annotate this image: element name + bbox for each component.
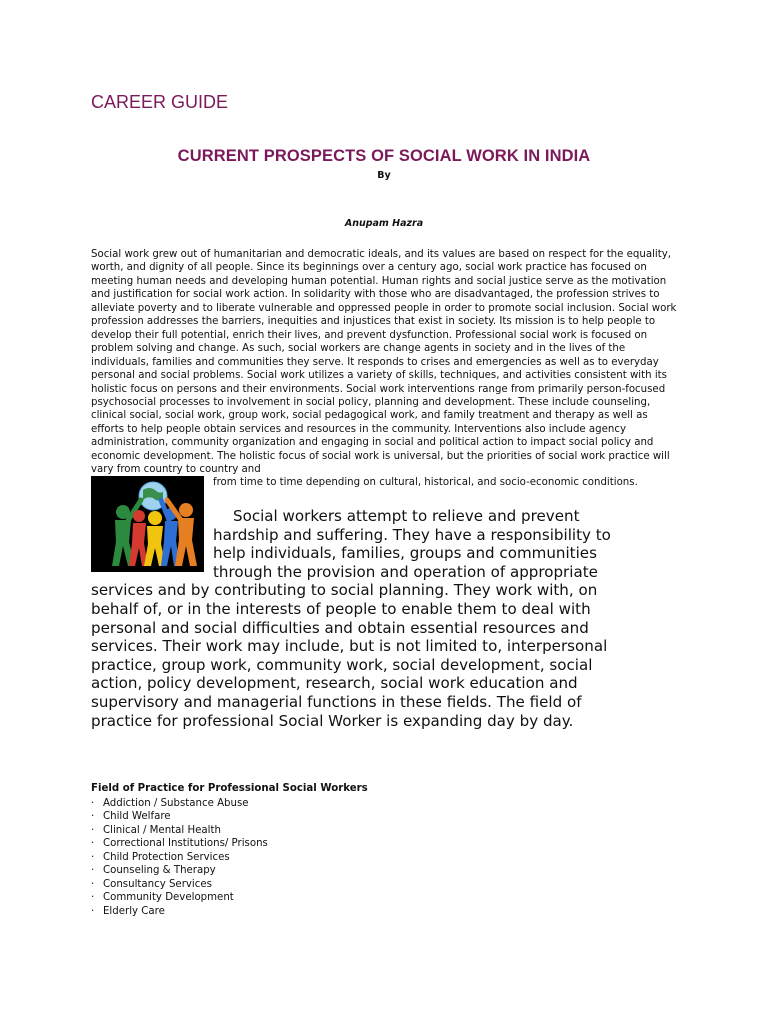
list-item-label: Elderly Care xyxy=(103,905,165,917)
bullet: · xyxy=(91,851,95,863)
highlight-line: hardship and suffering. They have a responsibility to xyxy=(213,525,611,544)
list-item xyxy=(91,864,268,877)
list-item xyxy=(91,905,268,918)
bullet: · xyxy=(91,798,95,809)
list-item-label: Community Development xyxy=(103,892,234,904)
highlight-line: practice for professional Social Worker is expanding day by day. xyxy=(91,711,574,730)
bullet: · xyxy=(91,838,95,850)
list-item-label: Correctional Institutions/ Prisons xyxy=(103,838,268,850)
highlight-line: through the provision and operation of appropriate xyxy=(213,562,598,581)
list-item-label: Child Welfare xyxy=(103,811,171,823)
highlight-line: services and by contributing to social planning. They work with, on xyxy=(91,581,598,600)
author-name: Anupam Hazra xyxy=(344,218,424,229)
field-of-practice-heading: Field of Practice for Professional Social Workers xyxy=(91,783,368,794)
highlight-line: personal and social difficulties and obtain essential resources and xyxy=(91,618,589,637)
bullet: · xyxy=(91,865,95,877)
highlight-line: supervisory and managerial functions in these fields. The field of xyxy=(91,692,582,711)
highlight-line: practice, group work, community work, social development, social xyxy=(91,655,593,674)
list-item-label: Consultancy Services xyxy=(103,878,212,890)
list-item xyxy=(91,851,268,864)
bullet: · xyxy=(91,824,95,836)
bullet: · xyxy=(91,878,95,890)
list-item-label: Clinical / Mental Health xyxy=(103,824,221,836)
list-item xyxy=(91,891,268,904)
list-item-label: Child Protection Services xyxy=(103,851,230,863)
field-of-practice-list xyxy=(91,797,268,918)
list-item xyxy=(91,810,268,823)
list-item xyxy=(91,824,268,837)
section-label: CAREER GUIDE xyxy=(91,92,229,112)
highlight-line: action, policy development, research, social work education and xyxy=(91,674,578,693)
intro-paragraph-tail: from time to time depending on cultural, historical, and socio-economic conditions. xyxy=(213,477,638,488)
intro-paragraph: Social work grew out of humanitarian and democratic ideals, and its values are based on respect for the equality, worth, and dignity of all people. Since its beginnings over a century ago, social work practice has focused on meeting human needs and developing human potential. Human rights and social justice serve as the motivation and justification for social work action. In solidarity with those who are disadvantaged, the profession strives to alleviate poverty and to liberate vulnerable and oppressed people in order to promote social inclusion. Social work profession addresses the barriers, inequities and injustices that exist in society. Its mission is to help people to develop their full potential, enrich their lives, and prevent dysfunction. Professional social work is focused on problem solving and change. As such, social workers are change agents in society and in the lives of the individuals, families and communities they serve. It responds to crises and emergencies as well as to everyday personal and social problems. Social work utilizes a variety of skills, techniques, and activities consistent with its holistic focus on persons and their environments. Social work interventions range from primarily person-focused psychosocial processes to involvement in social policy, planning and development. These include counseling, clinical social, social work, group work, social pedagogical work, and family treatment and therapy as well as efforts to help people obtain services and resources in the community. Interventions also include agency administration, community organization and engaging in social and political action to impact social policy and economic development. The holistic focus of social work is universal, but the priorities of social work practice will vary from country to country and xyxy=(91,249,677,476)
bullet: · xyxy=(91,905,95,917)
list-item-label: Addiction / Substance Abuse xyxy=(103,798,249,809)
highlight-paragraph xyxy=(91,507,691,730)
highlight-line: help individuals, families, groups and communities xyxy=(213,544,597,563)
bullet: · xyxy=(91,811,95,823)
highlight-line: Social workers attempt to relieve and prevent xyxy=(233,507,580,525)
list-item xyxy=(91,797,268,810)
bullet: · xyxy=(91,892,95,904)
list-item xyxy=(91,878,268,891)
list-item-label: Counseling & Therapy xyxy=(103,865,216,877)
list-item xyxy=(91,837,268,850)
byline-label: By xyxy=(377,170,391,181)
highlight-line: behalf of, or in the interests of people to enable them to deal with xyxy=(91,599,591,618)
highlight-line: services. Their work may include, but is not limited to, interpersonal xyxy=(91,637,608,656)
article-title: CURRENT PROSPECTS OF SOCIAL WORK IN INDIA xyxy=(177,147,591,165)
